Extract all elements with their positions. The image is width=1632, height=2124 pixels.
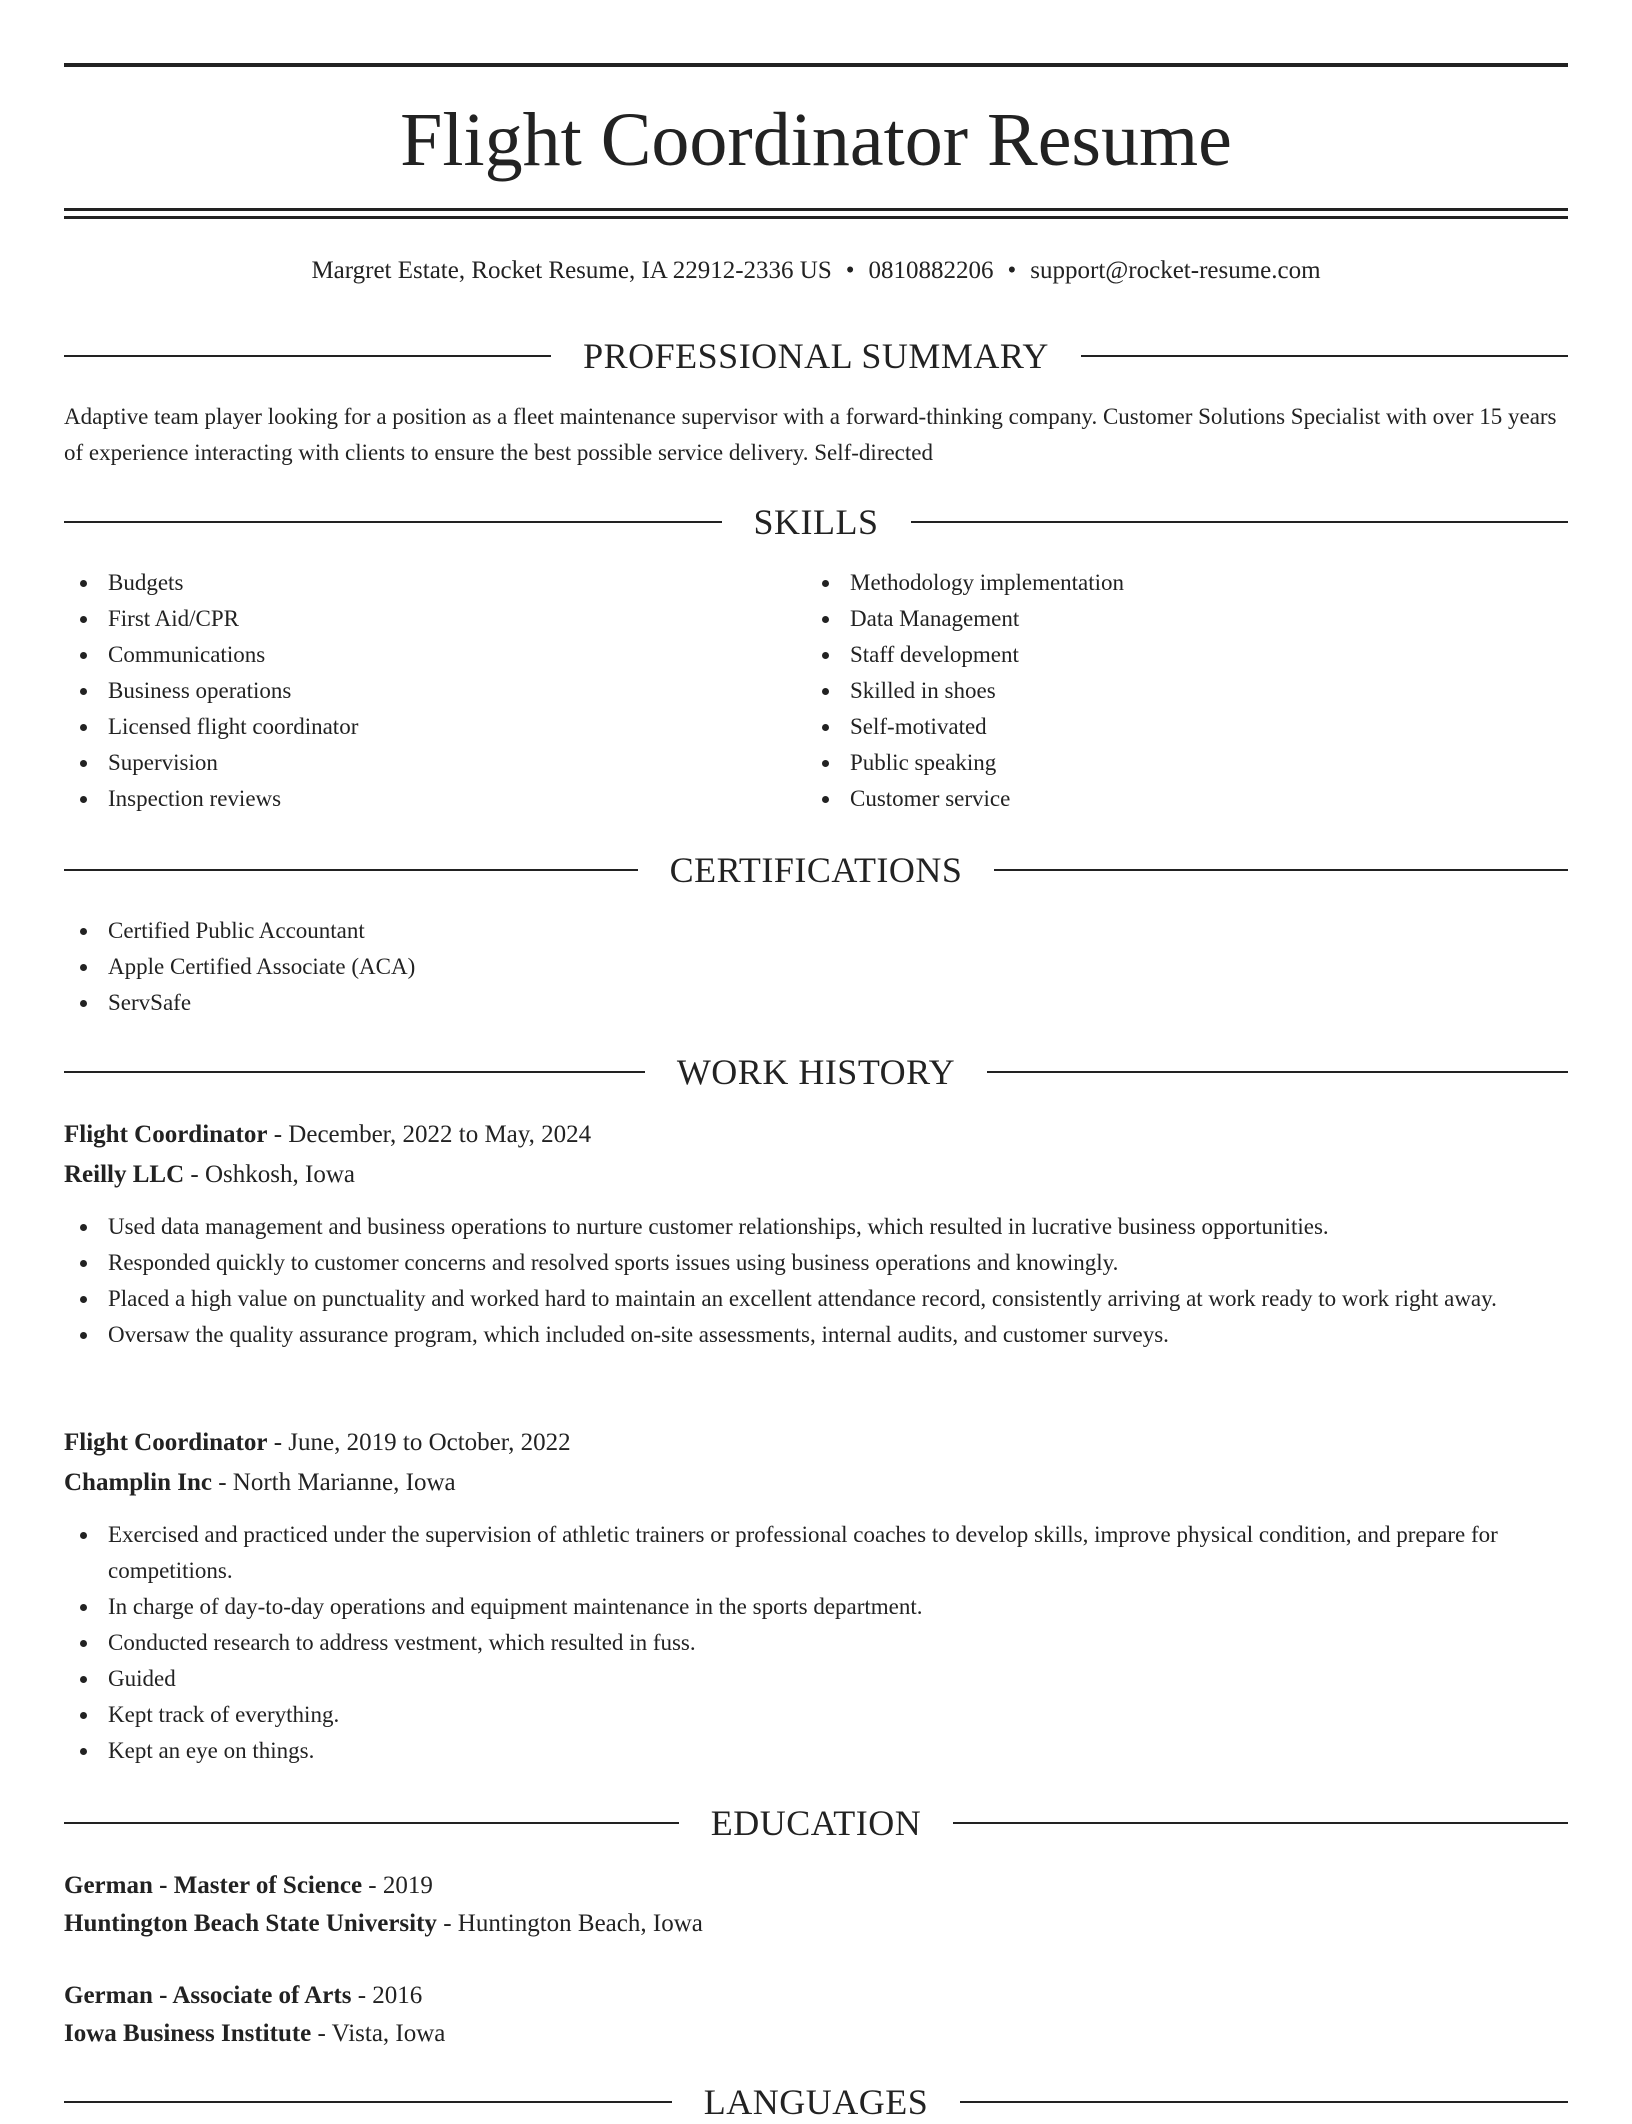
bullet-dot	[80, 1332, 87, 1339]
job-title-line	[64, 1115, 1568, 1155]
education-year: - 2019	[362, 1872, 433, 1899]
bullet-dot	[80, 760, 87, 767]
section-title: CERTIFICATIONS	[669, 850, 963, 890]
job-bullet-text: Kept track of everything.	[108, 1702, 340, 1727]
heading-rule	[911, 521, 1569, 523]
education-school: Huntington Beach State University	[64, 1910, 437, 1937]
job-bullet	[64, 1733, 1568, 1769]
bullet-dot	[822, 580, 829, 587]
heading-rule	[64, 355, 551, 357]
section-heading-skills	[64, 500, 1568, 544]
section-title: LANGUAGES	[703, 2082, 929, 2122]
contact-address: Margret Estate, Rocket Resume, IA 22912-2336 US	[311, 257, 832, 284]
skill-item	[806, 601, 1546, 637]
skill-item	[806, 637, 1546, 673]
job-title: Flight Coordinator	[64, 1121, 268, 1148]
skill-label: First Aid/CPR	[108, 606, 240, 631]
job-bullet-text: Responded quickly to customer concerns and resolved sports issues using business operations and knowingly.	[108, 1250, 1119, 1275]
skill-label: Data Management	[850, 606, 1020, 631]
heading-rule	[994, 869, 1568, 871]
education-school-line	[64, 1904, 1568, 1944]
section-heading-education	[64, 1801, 1568, 1845]
skill-item	[64, 637, 804, 673]
bullet-dot	[80, 1224, 87, 1231]
job-company-line	[64, 1155, 1568, 1195]
bullet-dot	[822, 724, 829, 731]
skill-label: Budgets	[108, 570, 184, 595]
bullet-dot	[80, 964, 87, 971]
skill-item	[64, 673, 804, 709]
certification-label: Certified Public Accountant	[108, 918, 365, 943]
job-company-line	[64, 1463, 1568, 1503]
job-bullet	[64, 1281, 1568, 1317]
bullet-dot	[80, 1604, 87, 1611]
skill-label: Methodology implementation	[850, 570, 1125, 595]
contact-separator: •	[845, 257, 855, 284]
contact-phone: 0810882206	[868, 257, 994, 284]
title-bottom-rule-2	[64, 216, 1568, 219]
section-title: SKILLS	[753, 502, 879, 542]
contact-separator: •	[1007, 257, 1017, 284]
heading-rule	[64, 1822, 679, 1824]
skills-list-right	[806, 565, 1546, 817]
job-location: - North Marianne, Iowa	[211, 1469, 456, 1496]
bullet-dot	[822, 616, 829, 623]
education-degree-line	[64, 1866, 1568, 1906]
bullet-dot	[80, 688, 87, 695]
job-bullet-text: Exercised and practiced under the supervision of athletic trainers or professional coaches to develop skills, improve physical condition, and prepare for competitions.	[108, 1522, 1498, 1583]
skill-item	[806, 673, 1546, 709]
skill-item	[806, 781, 1546, 817]
education-school: Iowa Business Institute	[64, 2020, 312, 2047]
job-title: Flight Coordinator	[64, 1429, 268, 1456]
skill-item	[64, 745, 804, 781]
job-title-line	[64, 1423, 1568, 1463]
certification-item	[64, 985, 1568, 1021]
heading-rule	[1081, 355, 1568, 357]
skill-label: Staff development	[850, 642, 1019, 667]
education-school-line	[64, 2014, 1568, 2054]
bullet-dot	[80, 1712, 87, 1719]
heading-rule	[64, 2101, 672, 2103]
skill-label: Communications	[108, 642, 266, 667]
skill-item	[806, 709, 1546, 745]
skill-label: Inspection reviews	[108, 786, 282, 811]
job-company: Champlin Inc	[64, 1469, 212, 1496]
bullet-dot	[80, 652, 87, 659]
section-heading-summary	[64, 334, 1568, 378]
certification-label: ServSafe	[108, 990, 192, 1015]
skill-label: Self-motivated	[850, 714, 987, 739]
job-bullet	[64, 1317, 1568, 1353]
job-bullet	[64, 1625, 1568, 1661]
section-heading-certifications	[64, 848, 1568, 892]
resume-title: Flight Coordinator Resume	[400, 98, 1232, 182]
job-location: - Oshkosh, Iowa	[184, 1161, 355, 1188]
section-title: EDUCATION	[710, 1803, 922, 1843]
bullet-dot	[80, 796, 87, 803]
bullet-dot	[80, 1532, 87, 1539]
skill-label: Licensed flight coordinator	[108, 714, 359, 739]
skill-label: Customer service	[850, 786, 1011, 811]
skill-label: Business operations	[108, 678, 292, 703]
job-bullet	[64, 1697, 1568, 1733]
job-company: Reilly LLC	[64, 1161, 185, 1188]
skill-item	[806, 745, 1546, 781]
job-bullet-text: Conducted research to address vestment, which resulted in fuss.	[108, 1630, 696, 1655]
heading-rule	[960, 2101, 1568, 2103]
title-bottom-rule-1	[64, 208, 1568, 211]
skill-item	[64, 565, 804, 601]
bullet-dot	[822, 796, 829, 803]
education-location: - Huntington Beach, Iowa	[436, 1910, 703, 1937]
section-title: WORK HISTORY	[676, 1052, 956, 1092]
education-location: - Vista, Iowa	[311, 2020, 446, 2047]
job-bullet-text: Kept an eye on things.	[108, 1738, 315, 1763]
job-bullets	[64, 1209, 1568, 1353]
skill-label: Skilled in shoes	[850, 678, 996, 703]
job-bullet	[64, 1661, 1568, 1697]
skill-item	[64, 781, 804, 817]
contact-line	[64, 254, 1568, 288]
job-bullets	[64, 1517, 1568, 1769]
section-title: PROFESSIONAL SUMMARY	[583, 336, 1049, 376]
skill-item	[806, 565, 1546, 601]
section-heading-languages	[64, 2080, 1568, 2124]
education-year: - 2016	[351, 1982, 423, 2009]
bullet-dot	[822, 688, 829, 695]
bullet-dot	[822, 652, 829, 659]
bullet-dot	[80, 1676, 87, 1683]
summary-text: Adaptive team player looking for a position as a fleet maintenance supervisor with a forward-thinking company. Customer Solutions Specialist with over 15 years of experience interacting with clients to ensure the best possible service delivery. Self-directed	[64, 404, 1557, 465]
skills-list-left	[64, 565, 804, 817]
heading-rule	[64, 521, 722, 523]
skill-label: Public speaking	[850, 750, 997, 775]
job-bullet	[64, 1517, 1568, 1589]
education-degree: German - Master of Science	[64, 1872, 363, 1899]
bullet-dot	[822, 760, 829, 767]
contact-email: support@rocket-resume.com	[1030, 257, 1321, 284]
job-bullet-text: Placed a high value on punctuality and worked hard to maintain an excellent attendance record, consistently arriving at work ready to work right away.	[108, 1286, 1497, 1311]
heading-rule	[987, 1071, 1568, 1073]
job-bullet	[64, 1209, 1568, 1245]
job-bullet-text: Oversaw the quality assurance program, which included on-site assessments, internal audits, and customer surveys.	[108, 1322, 1169, 1347]
bullet-dot	[80, 1296, 87, 1303]
job-bullet-text: Used data management and business operations to nurture customer relationships, which resulted in lucrative business opportunities.	[108, 1214, 1329, 1239]
bullet-dot	[80, 616, 87, 623]
bullet-dot	[80, 1640, 87, 1647]
bullet-dot	[80, 1260, 87, 1267]
job-bullet-text: Guided	[108, 1666, 176, 1691]
bullet-dot	[80, 1000, 87, 1007]
bullet-dot	[80, 724, 87, 731]
section-heading-work	[64, 1050, 1568, 1094]
job-bullet	[64, 1245, 1568, 1281]
title-top-rule	[64, 63, 1568, 67]
skill-item	[64, 601, 804, 637]
certifications-list	[64, 913, 1568, 1021]
skill-label: Supervision	[108, 750, 218, 775]
heading-rule	[953, 1822, 1568, 1824]
education-degree-line	[64, 1976, 1568, 2016]
heading-rule	[64, 869, 638, 871]
job-dates: - June, 2019 to October, 2022	[267, 1429, 571, 1456]
bullet-dot	[80, 1748, 87, 1755]
job-dates: - December, 2022 to May, 2024	[267, 1121, 592, 1148]
bullet-dot	[80, 580, 87, 587]
job-bullet-text: In charge of day-to-day operations and equipment maintenance in the sports department.	[108, 1594, 923, 1619]
education-degree: German - Associate of Arts	[64, 1982, 352, 2009]
certification-label: Apple Certified Associate (ACA)	[108, 954, 416, 979]
bullet-dot	[80, 928, 87, 935]
heading-rule	[64, 1071, 645, 1073]
job-bullet	[64, 1589, 1568, 1625]
skill-item	[64, 709, 804, 745]
certification-item	[64, 949, 1568, 985]
certification-item	[64, 913, 1568, 949]
